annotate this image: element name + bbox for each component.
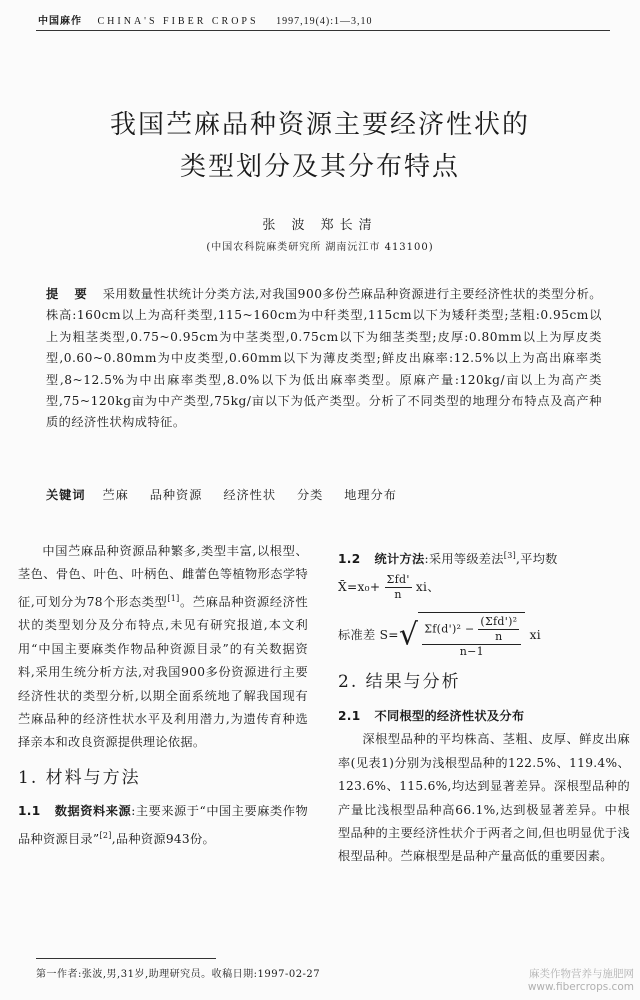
subsection-number: 1.2 [338, 552, 361, 567]
keyword: 分类 [296, 488, 324, 502]
paper-title-line-2: 类型划分及其分布特点 [179, 152, 460, 182]
subsection-title: 不同根型的经济性状及分布 [374, 708, 525, 723]
sd-radicand [418, 612, 525, 659]
subsection-number: 2.1 [338, 708, 361, 723]
keywords [46, 486, 602, 503]
sd-fraction [422, 615, 521, 659]
watermark [528, 968, 634, 994]
journal-name: 中国麻作 [38, 16, 82, 27]
section-heading-results: 2. 结果与分析 [338, 672, 461, 693]
subsection-text-cont: ,品种资源943份。 [111, 831, 215, 846]
sqrt-sign-icon: √ [398, 617, 419, 653]
watermark-line-2: www.fibercrops.com [527, 981, 634, 993]
sd-lhs: 标准差 S= [338, 628, 399, 643]
subsection-title: 数据资料来源 [54, 804, 132, 819]
keyword: 地理分布 [344, 488, 397, 502]
sd-denominator: n−1 [459, 645, 484, 659]
header-rule [36, 30, 610, 31]
subsection-number: 1.1 [18, 804, 41, 819]
right-column [338, 540, 630, 869]
intro-text: 中国苎麻品种资源品种繁多,类型丰富,以根型、茎色、骨色、叶色、叶柄色、雌蕾色等植物形态学特征,可划分为78个形态类型 [18, 544, 308, 609]
sd-inner-fraction [478, 615, 519, 644]
intro-text-cont: 。苎麻品种资源经济性状的类型划分及分布特点,未见有研究报道,本文利用“中国主要麻类作物品种资源目录”的有关数据资料,采用生统分析方法,对我国900多份资源进行主要经济性状的类型分析,以期全面系统地了解我国现有苎麻品种的经济性状水平及利用潜力,为遗传育种选择亲本和改良资源提供理论依据。 [18, 594, 308, 750]
sd-numerator [422, 615, 521, 645]
sd-inner-denominator: n [495, 630, 503, 644]
subsection-2-1 [338, 705, 630, 728]
abstract [46, 284, 602, 434]
mean-formula [338, 573, 630, 602]
mean-fraction [385, 573, 412, 602]
citation-ref: [3] [503, 551, 517, 560]
keyword: 苎麻 [102, 488, 129, 502]
sd-formula [338, 612, 630, 659]
subsection-text: :主要来源于“中国主要麻类作物品种资源目录” [18, 804, 308, 846]
sd-numerator-a: Σf(d')² − [424, 622, 475, 636]
subsection-text-cont: ,平均数 [516, 552, 558, 567]
abstract-text: 采用数量性状统计分类方法,对我国900多份苎麻品种资源进行主要经济性状的类型分析。株高:160cm以上为高秆类型,115~160cm为中秆类型,115cm以下为矮秆类型;茎粗:0.95cm以上为粗茎类型,0.75~0.95cm为中茎类型,0.75cm以下为细茎类型;皮厚:0.80mm以上为厚皮类型,0.60~0.80mm为中皮类型,0.60mm以下为薄皮类型;鲜皮出麻率:12.5%以上为高出麻率类型,8~12.5%为中出麻率类型,8.0%以下为低出麻率类型。原麻产量:120kg/亩以上为高产类型,75~120kg亩为中产类型,75kg/亩以下为低产类型。分析了不同类型的地理分布特点及高产种质的经济性状构成特征。 [46, 287, 602, 430]
sd-tail: xi [529, 628, 541, 643]
mean-denominator: n [394, 588, 402, 602]
citation-ref: [1] [167, 593, 180, 603]
affiliation: (中国农科院麻类研究所 湖南沅江市 413100) [206, 242, 434, 253]
watermark-line-1: 麻类作物营养与施肥网 [529, 968, 634, 980]
section-heading-methods: 1. 材料与方法 [18, 767, 141, 788]
abstract-label: 提 要 [46, 287, 93, 301]
citation-ref: [2] [99, 830, 112, 840]
subsection-title: 统计方法 [374, 552, 425, 567]
mean-lhs: X̄=x₀+ [338, 580, 381, 595]
keyword: 经济性状 [223, 488, 277, 502]
paper-title-line-1: 我国苎麻品种资源主要经济性状的 [109, 110, 530, 140]
intro-paragraph [18, 540, 308, 755]
left-column [18, 540, 308, 851]
subsection-1-1 [18, 800, 308, 851]
sd-inner-numerator: (Σfd')² [480, 615, 518, 629]
footnote-rule [36, 958, 216, 959]
running-header [38, 12, 373, 27]
journal-name-en: CHINA'S FIBER CROPS [97, 16, 259, 27]
keywords-label: 关键词 [46, 488, 86, 502]
subsection-text: :采用等级差法 [424, 552, 504, 567]
mean-numerator: Σfd' [386, 573, 410, 587]
keyword: 品种资源 [149, 488, 203, 502]
authors: 张 波 郑长清 [262, 218, 378, 233]
subsection-1-2 [338, 544, 630, 571]
footnote: 第一作者:张波,男,31岁,助理研究员。收稿日期:1997-02-27 [36, 969, 321, 980]
citation: 1997,19(4):1—3,10 [276, 16, 373, 27]
results-paragraph: 深根型品种的平均株高、茎粗、皮厚、鲜皮出麻率(见表1)分别为浅根型品种的122.5%、119.4%、123.6%、115.6%,均达到显著差异。深根型品种的产量比浅根型品种高66.1%,达到极显著差异。中根型品种的主要经济性状介于两者之间,但也明显优于浅根型品种。苎麻根型是品种产量高低的重要因素。 [338, 732, 630, 864]
mean-tail: xi、 [415, 580, 440, 595]
